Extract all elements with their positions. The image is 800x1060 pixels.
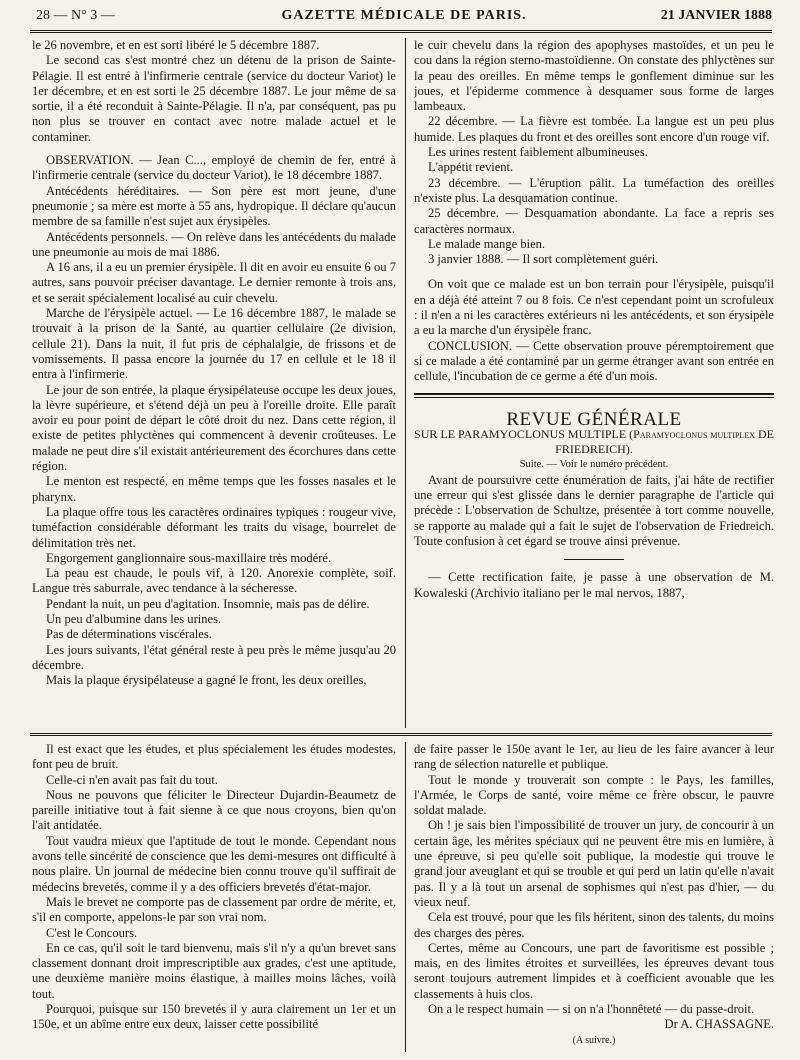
paragraph: Marche de l'érysipèle actuel. — Le 16 décembre 1887, le malade se trouvait à la prison de la Santé, au quartier cellulaire (2e division, cellule 21). Dans la nuit, il fut pris de céphalalgie, de frissons et de vomissements. Il passa encore la journée du 17 en cellule et le 18 il entra à l'infirmerie. bbox=[32, 306, 396, 382]
paragraph: Les jours suivants, l'état général reste à peu près le même jusqu'au 20 décembre. bbox=[32, 642, 396, 672]
paragraph: Pendant la nuit, un peu d'agitation. Insomnie, mais pas de délire. bbox=[46, 596, 370, 611]
paragraph: En ce cas, qu'il soit le tard bienvenu, mais s'il n'y a qu'un brevet sans classement donnant droit imprescriptible aux grades, c'est une aptitude, une deuxième manière moins élastique, à mailles moins lâches, voilà tout. bbox=[32, 940, 396, 1001]
section-rule-bottom bbox=[30, 733, 772, 736]
paragraph: 3 janvier 1888. — Il sort complètement guéri. bbox=[428, 252, 659, 267]
paragraph: Un peu d'albumine dans les urines. bbox=[46, 611, 222, 626]
paragraph: Le jour de son entrée, la plaque érysipélateuse occupe les deux joues, la lèvre supérieure, et s'étend déjà un peu à l'oreille droite. Elle paraît avoir eu pour point de départ le côté droit du nez. Dans cette région, il existe de petites phlyctènes qui commencent à devenir croûteuses. Le malade ne peut dire s'il existait antérieurement des écorchures dans cette région. bbox=[32, 382, 396, 474]
paragraph: On voit que ce malade est un bon terrain pour l'érysipèle, puisqu'il en a déjà été atteint 7 ou 8 fois. Ce n'est cependant point un scrofuleux : il n'en a ni les caractères extérieurs ni les antécédents, et son érysipèle a eu la marche d'un érysipèle franc. bbox=[414, 277, 774, 338]
paragraph: le 26 novembre, et en est sorti libéré le 5 décembre 1887. bbox=[32, 38, 320, 52]
paragraph: Certes, même au Concours, une part de favoritisme est possible ; mais, en des limites étroites et surveillées, les épreuves devant tous seront toujours autrement limpides et à coefficient avouable que les classements à huis clos. bbox=[414, 940, 774, 1001]
bottom-right-column bbox=[414, 742, 774, 1052]
observation-paragraph: OBSERVATION. — Jean C..., employé de chemin de fer, entré à l'infirmerie centrale (service du docteur Variot), le 18 décembre 1887. bbox=[32, 153, 396, 183]
paragraph: La peau est chaude, le pouls vif, à 120. Anorexie complète, soif. Langue très saburrale, avec tendance à la sécheresse. bbox=[32, 566, 396, 596]
paragraph: Le second cas s'est montré chez un détenu de la prison de Sainte-Pélagie. Il est entré à l'infirmerie centrale (service du docteur Variot) le 1er décembre, et en est sorti le 25 décembre 1887. Le jour même de sa sortie, il a été reconduit à Sainte-Pélagie. Il n'a, par conséquent, pas pu non plus se trouver en contact avec notre malade actuel et le contaminer. bbox=[32, 53, 396, 144]
paragraph: Avant de poursuivre cette énumération de faits, j'ai hâte de rectifier une erreur qui s'est glissée dans le dernier paragraphe de l'article qui précède : L'observation de Schultze, présentée à tort comme nouvelle, se rapporte au malade qui a fait le sujet de l'observation de Friedreich. Toute confusion à cet égard se trouve ainsi prévenue. bbox=[414, 472, 774, 548]
section-rule bbox=[414, 393, 774, 395]
paragraph: Il est exact que les études, et plus spécialement les études modestes, font peu de bruit. bbox=[32, 742, 396, 772]
journal-title: GAZETTE MÉDICALE DE PARIS. bbox=[281, 8, 527, 23]
paragraph: Les urines restent faiblement albumineuses. bbox=[428, 145, 648, 160]
paragraph: A 16 ans, il a eu un premier érysipèle. Il dit en avoir eu ensuite 6 ou 7 autres, sans pouvoir préciser davantage. Le dernier remonte à trois ans, et se serait spécialement localisé au cuir chevelu. bbox=[32, 260, 396, 305]
paragraph: Engorgement ganglionnaire sous-maxillaire très modéré. bbox=[46, 550, 332, 565]
paragraph: Antécédents héréditaires. — Son père est mort jeune, d'une pneumonie ; sa mère est morte à 55 ans, hydropique. Il déclare qu'aucun membre de sa famille n'est sujet aux érysipèles. bbox=[32, 183, 396, 229]
paragraph: Pourquoi, puisque sur 150 brevetés il y aura clairement un 1er et un 150e, et un abîme entre eux deux, laisser cette possibilité bbox=[32, 1002, 396, 1032]
short-divider bbox=[564, 559, 624, 560]
paragraph: 25 décembre. — Desquamation abondante. La face a repris ses caractères normaux. bbox=[414, 206, 774, 236]
section-rule-thin bbox=[414, 397, 774, 398]
issue-date: 21 JANVIER 1888 bbox=[660, 8, 772, 23]
continuation-note: Suite. — Voir le numéro précédent. bbox=[519, 459, 669, 471]
paragraph: — Cette rectification faite, je passe à une observation de M. Kowaleski (Archivio italiano per le mal nervos, 1887, bbox=[414, 570, 774, 600]
paragraph: Mais le brevet ne comporte pas de classement par ordre de mérite, et, s'il en comporte, appelons-le par son vrai nom. bbox=[32, 894, 396, 925]
paragraph: Nous ne pouvons que féliciter le Directeur Dujardin-Beaumetz de pareille initiative tout à fait sienne à ce que nous croyons, bien qu'on l'ait antidatée. bbox=[32, 787, 396, 833]
paragraph: Pas de déterminations viscérales. bbox=[46, 627, 212, 642]
paragraph: L'appétit revient. bbox=[428, 160, 514, 175]
bottom-left-column bbox=[32, 742, 396, 1052]
paragraph: Antécédents personnels. — On relève dans les antécédents du malade une pneumonie au mois de mai 1886. bbox=[32, 229, 396, 259]
page-number: 28 — N° 3 — bbox=[36, 8, 115, 23]
paragraph: 22 décembre. — La fièvre est tombée. La langue est un peu plus humide. Les plaques du front et des oreilles sont encore d'un rouge vif. bbox=[414, 114, 774, 144]
paragraph: Le menton est respecté, en même temps que les fosses nasales et le pharynx. bbox=[32, 474, 396, 504]
page-header bbox=[36, 6, 772, 28]
paragraph: le cuir chevelu dans la région des apophyses mastoïdes, et un peu le cou dans la région sterno-mastoïdienne. On constate des phlyctènes sur la peau des oreilles. En même temps le gonflement diminue sur les joues, et l'épiderme commence à desquamer sous forme de larges lambeaux. bbox=[414, 38, 774, 114]
paragraph: Mais la plaque érysipélateuse a gagné le front, les deux oreilles, bbox=[46, 673, 367, 688]
paragraph: 23 décembre. — L'éruption pâlit. La tuméfaction des oreilles n'existe plus. La desquamation continue. bbox=[414, 175, 774, 205]
paragraph: Tout le monde y trouverait son compte : le Pays, les familles, l'Armée, le Corps de santé, voire même ce frère obscur, le pauvre soldat malade. bbox=[414, 772, 774, 818]
paragraph: Celle-ci n'en avait pas fait du tout. bbox=[46, 772, 218, 787]
paragraph: Tout vaudra mieux que l'aptitude de tout le monde. Cependant nous avons telle sincérité de conscience que les demi-mesures ont difficulté à nous plaire. Un journal de médecine bien connu trouve qu'il suffirait de médecins brevetés, comme il y a des officiers brevetés d'état-major. bbox=[32, 833, 396, 894]
paragraph: On a le respect humain — si on n'a l'honnêteté — du passe-droit. bbox=[428, 1002, 755, 1017]
paragraph: Cela est trouvé, pour que les fils héritent, sinon des talents, du moins des charges des pères. bbox=[414, 910, 774, 940]
header-rule bbox=[30, 30, 772, 33]
top-right-column bbox=[414, 38, 774, 728]
paragraph: La plaque offre tous les caractères ordinaires typiques : rougeur vive, tuméfaction considérable déformant les traits du visage, bourrelet de délimitation très net. bbox=[32, 504, 396, 550]
conclusion-paragraph: CONCLUSION. — Cette observation prouve péremptoirement que si ce malade a été contaminé par un germe étranger avant son entrée en cellule, l'incubation de ce germe a été d'un mois. bbox=[414, 338, 774, 384]
paragraph: C'est le Concours. bbox=[46, 925, 138, 940]
paragraph: Oh ! je sais bien l'impossibilité de trouver un jury, de concourir à un certain âge, les mérites spéciaux qui ne peuvent être mis en lumière, à une épreuve, si peu qu'elle soit publique, la modestie qui trouve le grand jour aveuglant et qui se trouble et qui perd un latin qu'elle n'avait pas. Il y a là tout un arsenal de sophismes qui n'est pas d'hier, — du vieux neuf. bbox=[414, 818, 774, 909]
paragraph: Le malade mange bien. bbox=[428, 236, 546, 251]
top-left-column bbox=[32, 38, 396, 728]
column-divider-bottom bbox=[405, 742, 406, 1052]
to-be-continued: (A suivre.) bbox=[572, 1034, 616, 1046]
section-heading: REVUE GÉNÉRALE bbox=[506, 408, 682, 430]
column-divider bbox=[405, 38, 406, 728]
article-subtitle: SUR LE PARAMYOCLONUS MULTIPLE (Paramyoclonus multiplex DE FRIEDREICH). bbox=[414, 426, 774, 457]
paragraph: de faire passer le 150e avant le 1er, au lieu de les faire avancer à leur rang de sélection naturelle et publique. bbox=[414, 742, 774, 772]
author-signature: Dr A. CHASSAGNE. bbox=[664, 1017, 774, 1032]
